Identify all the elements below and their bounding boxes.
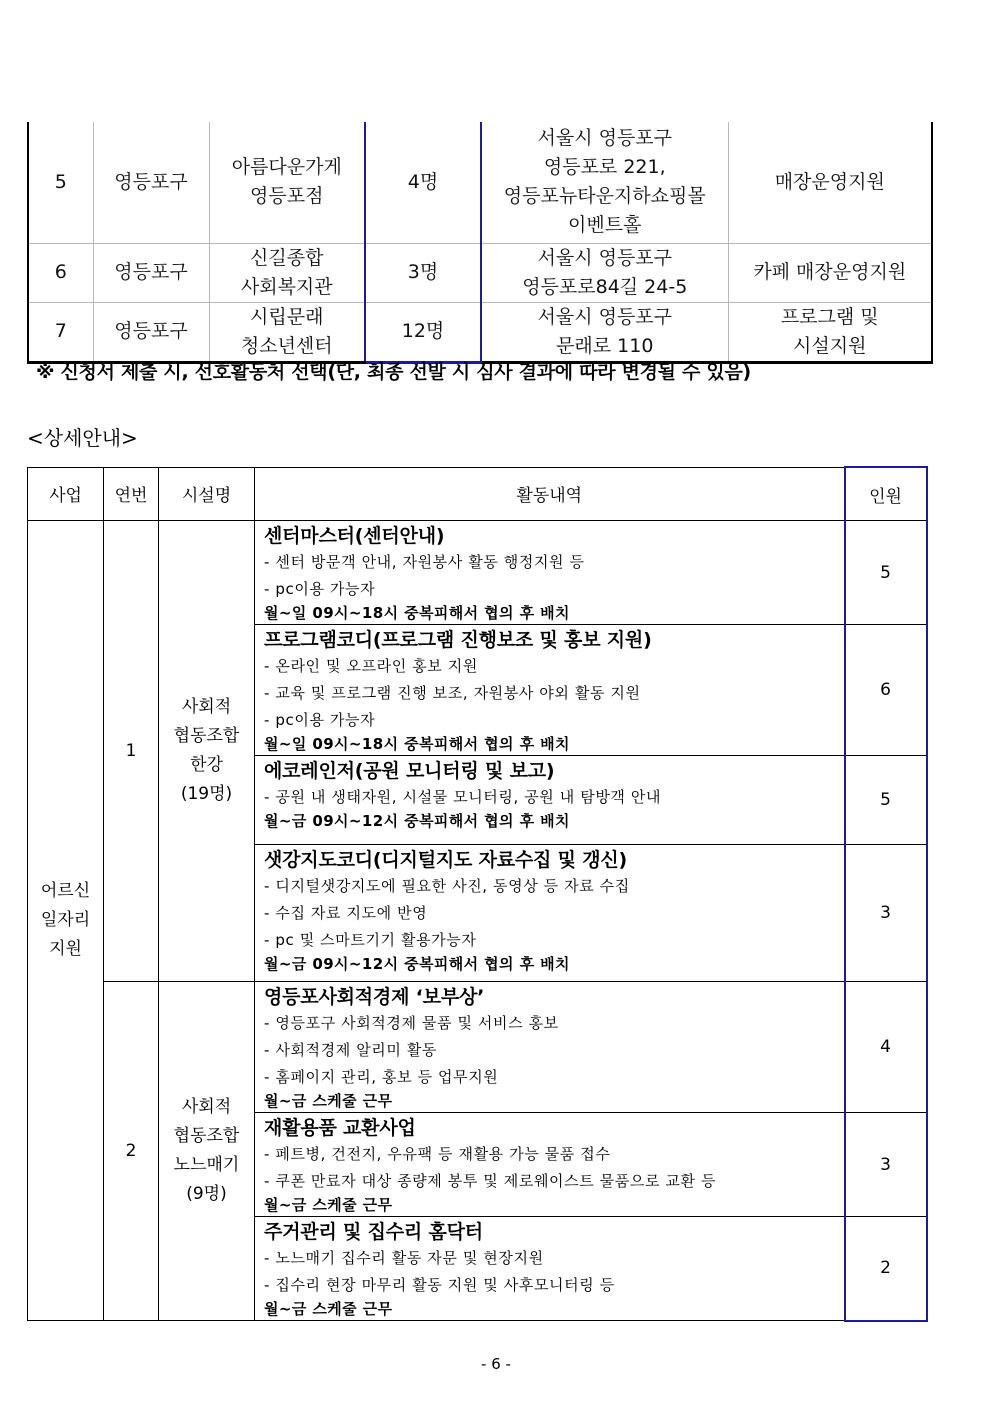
activity: 프로그램 및 시설지원 [728, 302, 932, 362]
row-number: 6 [28, 243, 93, 302]
headcount: 6 [845, 625, 927, 756]
header-count: 인원 [845, 467, 927, 521]
activity-cell [255, 521, 845, 625]
facility-name: 사회적 협동조합 한강 (19명) [159, 521, 255, 982]
facility-name: 시립문래 청소년센터 [209, 302, 365, 362]
facility-name: 아름다운가게 영등포점 [209, 122, 365, 243]
activity-title: 에코레인저(공원 모니터링 및 보고) [264, 760, 555, 782]
detail-guide-table [27, 466, 928, 1322]
table-row [28, 243, 932, 302]
activity-schedule: 월~금 스케줄 근무 [264, 1092, 393, 1110]
business-name: 어르신 일자리 지원 [28, 521, 104, 1321]
activity-item: - pc이용 가능자 [264, 711, 376, 729]
table-row [28, 521, 927, 625]
facility-name: 사회적 협동조합 노느매기 (9명) [159, 982, 255, 1321]
activity-cell [255, 1217, 845, 1321]
activity-item: - 온라인 및 오프라인 홍보 지원 [264, 657, 478, 675]
address: 서울시 영등포구 영등포로84길 24-5 [481, 243, 728, 302]
headcount: 12명 [365, 302, 481, 362]
activity-item: - 사회적경제 알리미 활동 [264, 1041, 438, 1059]
activity-item: - pc이용 가능자 [264, 580, 376, 598]
activity-item: - 홈페이지 관리, 홍보 등 업무지원 [264, 1068, 499, 1086]
address: 서울시 영등포구 영등포로 221, 영등포뉴타운지하쇼핑몰 이벤트홀 [481, 122, 728, 243]
activity-schedule: 월~금 스케줄 근무 [264, 1196, 393, 1214]
header-business: 사업 [28, 467, 104, 521]
table-row [28, 982, 927, 1113]
header-seq: 연번 [104, 467, 159, 521]
activity-title: 재활용품 교환사업 [264, 1117, 416, 1139]
activity-item: - 페트병, 건전지, 우유팩 등 재활용 가능 물품 접수 [264, 1145, 611, 1163]
activity-title: 영등포사회적경제 ‘보부상’ [264, 986, 485, 1008]
activity-item: - 쿠폰 만료자 대상 종량제 봉투 및 제로웨이스트 물품으로 교환 등 [264, 1172, 717, 1190]
activity-item: - 디지털샛강지도에 필요한 사진, 동영상 등 자료 수집 [264, 877, 630, 895]
headcount: 4 [845, 982, 927, 1113]
activity-item: - 영등포구 사회적경제 물품 및 서비스 홍보 [264, 1014, 559, 1032]
address: 서울시 영등포구 문래로 110 [481, 302, 728, 362]
seq-number: 1 [104, 521, 159, 982]
headcount: 3 [845, 845, 927, 982]
header-activity: 활동내역 [255, 467, 845, 521]
activity-schedule: 월~일 09시~18시 중복피해서 협의 후 배치 [264, 735, 570, 753]
table-row [28, 302, 932, 362]
header-row [28, 467, 927, 521]
activity-title: 센터마스터(센터안내) [264, 525, 445, 547]
district: 영등포구 [93, 243, 209, 302]
activity-item: - pc 및 스마트기기 활용가능자 [264, 931, 477, 949]
facility-summary-table [27, 122, 933, 364]
activity-schedule: 월~일 09시~18시 중복피해서 협의 후 배치 [264, 604, 570, 622]
activity-title: 프로그램코디(프로그램 진행보조 및 홍보 지원) [264, 629, 652, 651]
activity-cell [255, 756, 845, 845]
facility-name: 신길종합 사회복지관 [209, 243, 365, 302]
activity-item: - 공원 내 생태자원, 시설물 모니터링, 공원 내 탐방객 안내 [264, 788, 662, 806]
row-number: 5 [28, 122, 93, 243]
headcount: 3 [845, 1113, 927, 1217]
district: 영등포구 [93, 122, 209, 243]
activity-cell [255, 845, 845, 982]
activity-item: - 교육 및 프로그램 진행 보조, 자원봉사 야외 활동 지원 [264, 684, 641, 702]
section-title: <상세안내> [27, 426, 138, 450]
activity-title: 샛강지도코디(디지털지도 자료수집 및 갱신) [264, 849, 627, 871]
activity-item: - 노느매기 집수리 활동 자문 및 현장지원 [264, 1249, 544, 1267]
activity-schedule: 월~금 09시~12시 중복피해서 협의 후 배치 [264, 812, 570, 830]
activity-item: - 집수리 현장 마무리 활동 지원 및 사후모니터링 등 [264, 1276, 615, 1294]
headcount: 4명 [365, 122, 481, 243]
activity-cell [255, 1113, 845, 1217]
headcount: 2 [845, 1217, 927, 1321]
activity-title: 주거관리 및 집수리 홈닥터 [264, 1221, 483, 1243]
seq-number: 2 [104, 982, 159, 1321]
headcount: 5 [845, 756, 927, 845]
activity: 매장운영지원 [728, 122, 932, 243]
page-number: - 6 - [481, 1355, 511, 1373]
activity-schedule: 월~금 09시~12시 중복피해서 협의 후 배치 [264, 955, 570, 973]
selection-note: ※ 신청서 제출 시, 선호활동처 선택(단, 최종 선발 시 심사 결과에 따라 변경될 수 있음) [36, 361, 751, 383]
activity-cell [255, 625, 845, 756]
activity-schedule: 월~금 스케줄 근무 [264, 1300, 393, 1318]
activity-item: - 센터 방문객 안내, 자원봉사 활동 행정지원 등 [264, 553, 585, 571]
headcount: 5 [845, 521, 927, 625]
headcount: 3명 [365, 243, 481, 302]
activity-cell [255, 982, 845, 1113]
activity-item: - 수집 자료 지도에 반영 [264, 904, 428, 922]
table-row [28, 122, 932, 243]
header-facility: 시설명 [159, 467, 255, 521]
district: 영등포구 [93, 302, 209, 362]
activity: 카페 매장운영지원 [728, 243, 932, 302]
row-number: 7 [28, 302, 93, 362]
